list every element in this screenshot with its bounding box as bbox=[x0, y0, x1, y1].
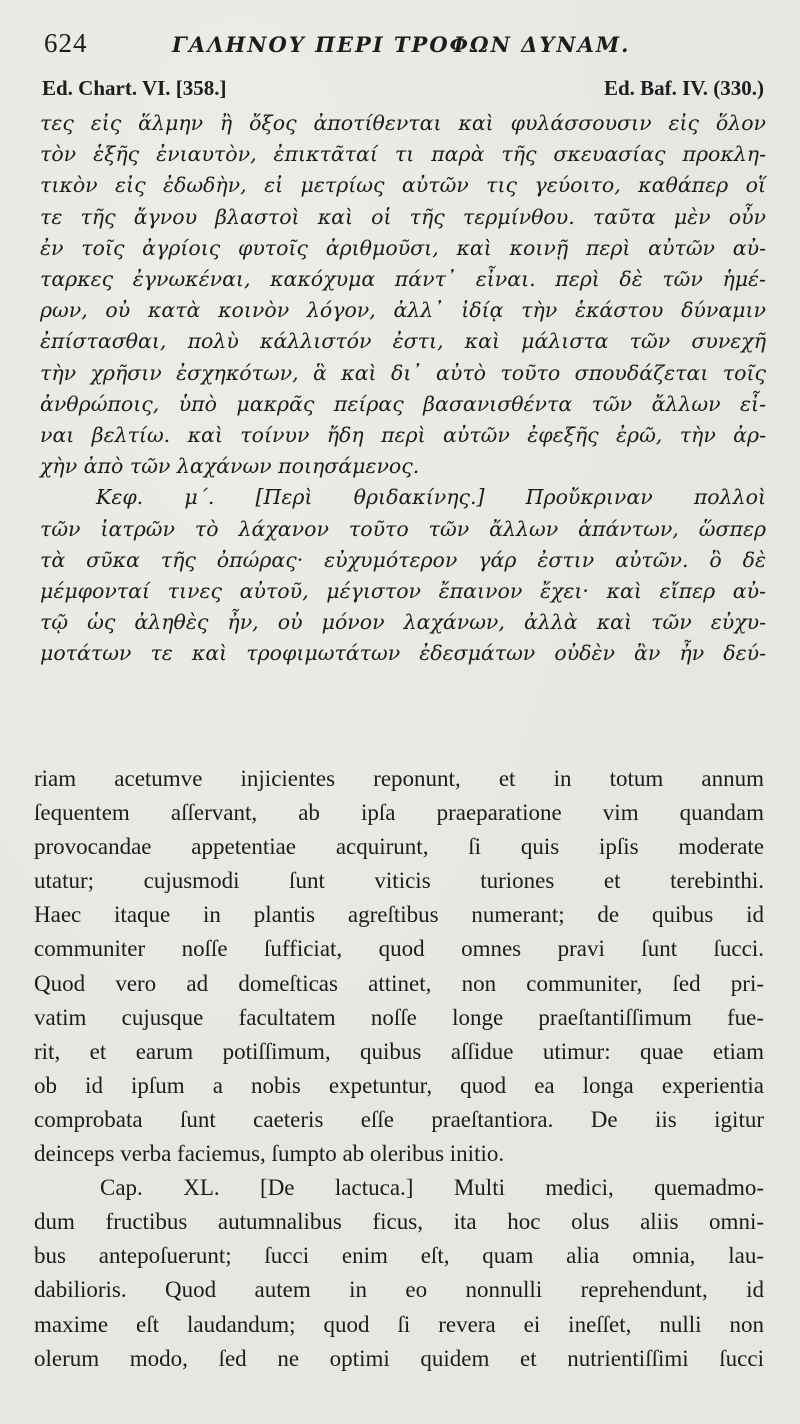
greek-line: μοτάτων τε καὶ τροφιμωτάτων ἐδεσμάτων οὐδὲν ἂν ἦν δεύ- bbox=[40, 641, 766, 666]
latin-line: rit, et earum potiſſimum, quibus aſſidue utimur: quae etiam bbox=[34, 1038, 764, 1064]
greek-line: τῶν ἰατρῶν τὸ λάχανον τοῦτο τῶν ἄλλων ἁπάντων, ὥσπερ bbox=[40, 516, 766, 541]
greek-line: ναι βελτίω. καὶ τοίνυν ἤδη περὶ αὐτῶν ἐφεξῆς ἐρῶ, τὴν ἀρ- bbox=[40, 423, 766, 448]
latin-line: utatur; cujusmodi ſunt viticis turiones et terebinthi. bbox=[34, 868, 764, 894]
latin-line: Quod vero ad domeſticas attinet, non communiter, ſed pri- bbox=[34, 970, 764, 996]
running-title: ΓΑΛΗΝΟΥ ΠΕΡΙ ΤΡΟΦΩΝ ΔΥΝΑΜ. bbox=[172, 32, 631, 57]
greek-line: τὴν χρῆσιν ἐσχηκότων, ἃ καὶ δι᾿ αὐτὸ τοῦτο σπουδάζεται τοῖς bbox=[40, 360, 766, 385]
edition-reference-chartier: Ed. Chart. VI. [358.] bbox=[42, 76, 227, 100]
greek-line: ρων, οὐ κατὰ κοινὸν λόγον, ἀλλ᾿ ἰδίᾳ τὴν ἑκάστου δύναμιν bbox=[40, 298, 766, 323]
edition-reference-basel: Ed. Baf. IV. (330.) bbox=[603, 76, 764, 100]
latin-chapter-heading-line: Cap. XL. [De lactuca.] Multi medici, quemadmo- bbox=[100, 1175, 764, 1201]
greek-line: ταρκες ἐγνωκέναι, κακόχυμα πάντ᾿ εἶναι. περὶ δὲ τῶν ἡμέ- bbox=[40, 267, 766, 292]
latin-line: ſequentem aſſervant, ab ipſa praeparatione vim quandam bbox=[34, 800, 764, 826]
greek-line: τῷ ὡς ἀληθὲς ἦν, οὐ μόνον λαχάνων, ἀλλὰ καὶ τῶν εὐχυ- bbox=[40, 610, 766, 635]
page-number: 624 bbox=[44, 28, 88, 58]
greek-line: τες εἰς ἅλμην ἢ ὄξος ἀποτίθενται καὶ φυλάσσουσιν εἰς ὅλον bbox=[40, 111, 766, 135]
latin-line: bus antepoſuerunt; ſucci enim eſt, quam alia omnia, lau- bbox=[34, 1243, 764, 1269]
greek-line: ἐν τοῖς ἀγρίοις φυτοῖς ἀριθμοῦσι, καὶ κοινῇ περὶ αὐτῶν αὐ- bbox=[40, 235, 766, 260]
latin-line: maxime eſt laudandum; quod ſi revera ei ineſſet, nulli non bbox=[34, 1311, 764, 1337]
latin-line: comprobata ſunt caeteris eſſe praeſtantiora. De iis igitur bbox=[34, 1106, 764, 1132]
greek-line: χὴν ἀπὸ τῶν λαχάνων ποιησάμενος. bbox=[40, 454, 420, 479]
page-header bbox=[40, 28, 760, 68]
greek-line: τὸν ἑξῆς ἐνιαυτὸν, ἐπικτᾶταί τι παρὰ τῆς σκευασίας προκλη- bbox=[40, 142, 766, 167]
greek-line: τὰ σῦκα τῆς ὀπώρας· εὐχυμότερον γάρ ἐστιν αὐτῶν. ὃ δὲ bbox=[40, 547, 766, 572]
greek-line: μέμφονταί τινες αὐτοῦ, μέγιστον ἔπαινον ἔχει· καὶ εἴπερ αὐ- bbox=[40, 579, 766, 604]
latin-line: provocandae appetentiae acquirunt, ſi quis ipſis moderate bbox=[34, 834, 764, 860]
greek-line: τε τῆς ἄγνου βλαστοὶ καὶ οἱ τῆς τερμίνθου. ταῦτα μὲν οὖν bbox=[40, 204, 766, 229]
latin-line: communiter noſſe ſufficiat, quod omnes pravi ſunt ſucci. bbox=[34, 936, 764, 962]
latin-line: Haec itaque in plantis agreſtibus numerant; de quibus id bbox=[34, 902, 764, 928]
latin-line: ob id ipſum a nobis expetuntur, quod ea longa experientia bbox=[34, 1072, 764, 1098]
edition-reference-line bbox=[40, 76, 764, 106]
greek-chapter-heading-line: Κεφ. μ΄. [Περὶ θριδακίνης.] Προὔκριναν πολλοὶ bbox=[96, 485, 766, 510]
latin-line: olerum modo, ſed ne optimi quidem et nutrientiſſimi ſucci bbox=[34, 1345, 764, 1371]
greek-line: ἀνθρώποις, ὑπὸ μακρᾶς πείρας βασανισθέντα τῶν ἄλλων εἶ- bbox=[40, 391, 766, 416]
greek-line: τικὸν εἰς ἐδωδὴν, εἰ μετρίως αὐτῶν τις γεύοιτο, καθάπερ οἵ bbox=[40, 173, 766, 198]
greek-text-block bbox=[40, 108, 766, 670]
latin-line: deinceps verba faciemus, ſumpto ab oleribus initio. bbox=[34, 1141, 505, 1167]
latin-line: riam acetumve injicientes reponunt, et in totum annum bbox=[34, 766, 764, 791]
latin-line: dabilioris. Quod autem in eo nonnulli reprehendunt, id bbox=[34, 1277, 764, 1303]
latin-text-block bbox=[34, 762, 764, 1376]
latin-line: vatim cujusque facultatem noſſe longe praeſtantiſſimum fue- bbox=[34, 1004, 764, 1030]
greek-line: ἐπίστασθαι, πολὺ κάλλιστόν ἐστι, καὶ μάλιστα τῶν συνεχῆ bbox=[40, 329, 766, 354]
latin-line: dum fructibus autumnalibus ficus, ita hoc olus aliis omni- bbox=[34, 1209, 764, 1235]
